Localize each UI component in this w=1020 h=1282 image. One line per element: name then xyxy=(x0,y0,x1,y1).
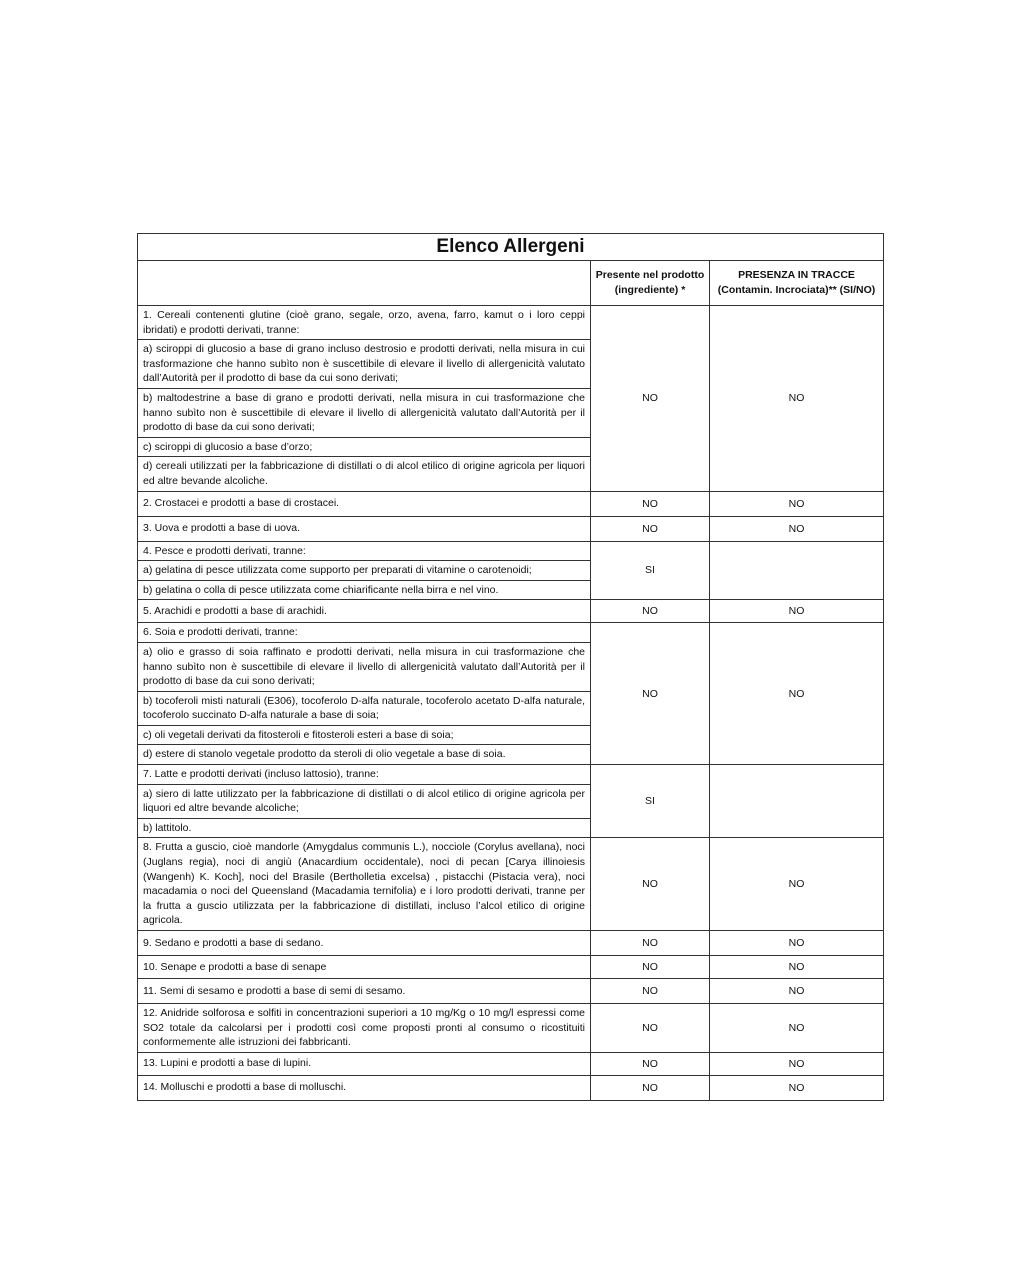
traces-value: NO xyxy=(710,956,884,979)
present-value: NO xyxy=(591,956,710,979)
table-row xyxy=(138,541,884,600)
allergen-description xyxy=(138,1075,591,1100)
traces-value: NO xyxy=(710,306,884,492)
allergen-description xyxy=(138,541,591,600)
allergen-table xyxy=(137,233,884,1101)
allergen-category-text: 4. Pesce e prodotti derivati, tranne: xyxy=(143,544,306,557)
allergen-exception-text: b) tocoferoli misti naturali (E306), tocoferolo D-alfa naturale, tocoferolo acetato D-alfa naturale, tocoferolo succinato D-alfa naturale a base di soia; xyxy=(138,691,590,725)
present-value: NO xyxy=(591,1004,710,1053)
allergen-category-text: 8. Frutta a guscio, cioè mandorle (Amygdalus communis L.), nocciole (Corylus avellana), noci (Juglans regia), noci di angiù (Anacardium occidentale), noci di pecan [Carya illinoiesis (Wangenh) K. Koch], noci del Brasile (Bertholletia excelsa) , pistacchi (Pistacia vera), noci macadamia o noci del Queensland (Macadamia ternifolia) e i loro prodotti derivati, tranne per la frutta a guscio utilizzata per la fabbricazione di distillati, incluso l’alcol etilico di origine agricola. xyxy=(143,841,585,927)
present-value: NO xyxy=(591,306,710,492)
present-value: SI xyxy=(591,765,710,838)
allergen-category-text: 9. Sedano e prodotti a base di sedano. xyxy=(143,936,324,949)
present-value: NO xyxy=(591,600,710,623)
traces-value: NO xyxy=(710,931,884,956)
allergen-description xyxy=(138,491,591,516)
table-row xyxy=(138,931,884,956)
present-value: NO xyxy=(591,623,710,765)
header-traces: PRESENZA IN TRACCE (Contamin. Incrociata)** (SI/NO) xyxy=(710,261,884,306)
table-row xyxy=(138,765,884,838)
allergen-category-text: 3. Uova e prodotti a base di uova. xyxy=(143,522,301,535)
allergen-category-text: 6. Soia e prodotti derivati, tranne: xyxy=(143,626,298,639)
present-value: NO xyxy=(591,931,710,956)
table-row xyxy=(138,838,884,931)
table-row xyxy=(138,516,884,541)
traces-value: NO xyxy=(710,491,884,516)
allergen-category-text: 13. Lupini e prodotti a base di lupini. xyxy=(143,1057,312,1070)
traces-value: NO xyxy=(710,1004,884,1053)
table-row xyxy=(138,979,884,1004)
table-row xyxy=(138,1004,884,1053)
present-value: SI xyxy=(591,541,710,600)
traces-value xyxy=(710,541,884,600)
header-description-cell xyxy=(138,261,591,306)
traces-value: NO xyxy=(710,600,884,623)
present-value: NO xyxy=(591,838,710,931)
allergen-rows xyxy=(138,306,884,1101)
allergen-description xyxy=(138,306,591,492)
allergen-exception-text: b) lattitolo. xyxy=(138,818,590,838)
allergen-description xyxy=(138,765,591,838)
table-row xyxy=(138,1075,884,1100)
allergen-description xyxy=(138,623,591,765)
allergen-exception-text: b) maltodestrine a base di grano e prodotti derivati, nella misura in cui trasformazione che hanno subìto non è suscettibile di elevare il livello di allergenicità valutato dall’Autorità per il prodotto di base da cui sono derivati; xyxy=(138,388,590,437)
table-row xyxy=(138,623,884,765)
allergen-description xyxy=(138,838,591,931)
traces-value xyxy=(710,765,884,838)
table-row xyxy=(138,956,884,979)
allergen-category-text: 10. Senape e prodotti a base di senape xyxy=(143,960,327,973)
allergen-description xyxy=(138,1052,591,1075)
allergen-category-text: 5. Arachidi e prodotti a base di arachidi. xyxy=(143,605,327,618)
allergen-exception-text: a) olio e grasso di soia raffinato e prodotti derivati, nella misura in cui trasformazione che hanno subìto non è suscettibile di elevare il livello di allergenicità valutato dall’Autorità per il prodotto di base da cui sono derivati; xyxy=(138,642,590,691)
present-value: NO xyxy=(591,491,710,516)
allergen-category-text: 12. Anidride solforosa e solfiti in concentrazioni superiori a 10 mg/Kg o 10 mg/l espressi come SO2 totale da calcolarsi per i prodotti così come proposti pronti al consumo o ricostituiti conformemente alle istruzioni dei fabbricanti. xyxy=(143,1007,585,1049)
allergen-description xyxy=(138,979,591,1004)
allergen-exception-text: d) estere di stanolo vegetale prodotto da steroli di olio vegetale a base di soia. xyxy=(138,744,590,764)
allergen-exception-text: a) sciroppi di glucosio a base di grano incluso destrosio e prodotti derivati, nella misura in cui trasformazione che hanno subìto non è suscettibile di elevare il livello di allergenicità valutato dall’Autorità per il prodotto di base da cui sono derivati; xyxy=(138,339,590,388)
allergen-exception-text: c) oli vegetali derivati da fitosteroli e fitosteroli esteri a base di soia; xyxy=(138,725,590,745)
present-value: NO xyxy=(591,516,710,541)
allergen-exception-text: a) gelatina di pesce utilizzata come supporto per preparati di vitamine o carotenoidi; xyxy=(138,560,590,580)
table-row xyxy=(138,306,884,492)
traces-value: NO xyxy=(710,1075,884,1100)
allergen-description xyxy=(138,516,591,541)
present-value: NO xyxy=(591,1052,710,1075)
table-row xyxy=(138,1052,884,1075)
allergen-description xyxy=(138,931,591,956)
allergen-category-text: 14. Molluschi e prodotti a base di molluschi. xyxy=(143,1081,347,1094)
allergen-exception-text: a) siero di latte utilizzato per la fabbricazione di distillati o di alcol etilico di origine agricola per liquori ed altre bevande alcoliche; xyxy=(138,784,590,818)
header-present: Presente nel prodotto (ingrediente) * xyxy=(591,261,710,306)
present-value: NO xyxy=(591,979,710,1004)
allergen-exception-text: c) sciroppi di glucosio a base d’orzo; xyxy=(138,437,590,457)
traces-value: NO xyxy=(710,838,884,931)
allergen-category-text: 11. Semi di sesamo e prodotti a base di semi di sesamo. xyxy=(143,984,406,997)
header-row xyxy=(138,261,884,306)
traces-value: NO xyxy=(710,623,884,765)
allergen-description xyxy=(138,600,591,623)
table-row xyxy=(138,491,884,516)
allergen-category-text: 1. Cereali contenenti glutine (cioè grano, segale, orzo, avena, farro, kamut o i loro ceppi ibridati) e prodotti derivati, tranne: xyxy=(143,309,585,336)
allergen-exception-text: b) gelatina o colla di pesce utilizzata come chiarificante nella birra e nel vino. xyxy=(138,580,590,600)
table-title: Elenco Allergeni xyxy=(138,234,884,261)
title-row xyxy=(138,234,884,261)
present-value: NO xyxy=(591,1075,710,1100)
traces-value: NO xyxy=(710,1052,884,1075)
allergen-exception-text: d) cereali utilizzati per la fabbricazione di distillati o di alcol etilico di origine agricola per liquori ed altre bevande alcoliche. xyxy=(138,456,590,490)
allergen-description xyxy=(138,956,591,979)
traces-value: NO xyxy=(710,979,884,1004)
allergen-category-text: 2. Crostacei e prodotti a base di crostacei. xyxy=(143,497,340,510)
allergen-category-text: 7. Latte e prodotti derivati (incluso lattosio), tranne: xyxy=(143,768,379,781)
table-row xyxy=(138,600,884,623)
traces-value: NO xyxy=(710,516,884,541)
allergen-description xyxy=(138,1004,591,1053)
